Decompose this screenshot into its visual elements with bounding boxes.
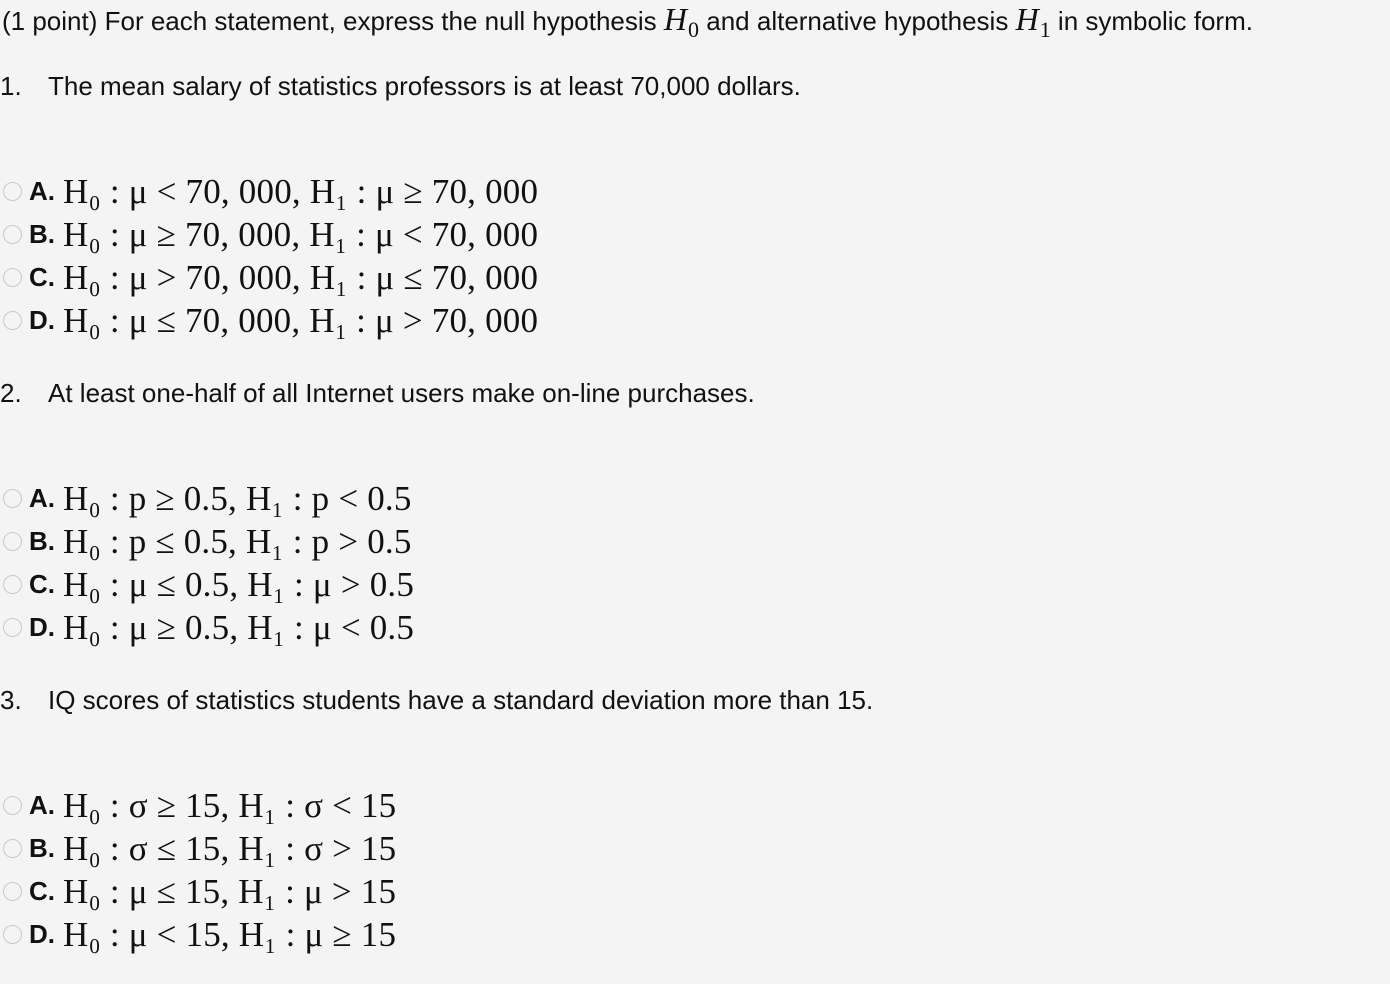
- option-formula: H₀ : σ ≥ 15, H₁ : σ < 15: [63, 785, 397, 825]
- radio-button[interactable]: [3, 532, 22, 551]
- radio-button[interactable]: [3, 182, 22, 201]
- option-2c[interactable]: [0, 563, 414, 606]
- radio-button[interactable]: [3, 311, 22, 330]
- option-letter: D.: [29, 305, 55, 335]
- option-formula: H₀ : μ ≥ 0.5, H₁ : μ < 0.5: [63, 607, 415, 647]
- question-text: At least one-half of all Internet users make on-line purchases.: [48, 378, 755, 408]
- option-letter: D.: [29, 919, 55, 949]
- option-1a[interactable]: [0, 170, 538, 213]
- option-1c[interactable]: [0, 256, 538, 299]
- radio-button[interactable]: [3, 489, 22, 508]
- option-3b[interactable]: [0, 827, 396, 870]
- question-number: 2.: [0, 378, 22, 408]
- radio-button[interactable]: [3, 839, 22, 858]
- question-2: [0, 378, 755, 408]
- option-formula: H₀ : p ≤ 0.5, H₁ : p > 0.5: [63, 521, 412, 561]
- option-2d[interactable]: [0, 606, 414, 649]
- option-3a[interactable]: [0, 784, 396, 827]
- option-letter: B.: [29, 219, 55, 249]
- option-letter: D.: [29, 612, 55, 642]
- option-letter: A.: [29, 176, 55, 206]
- question-text: IQ scores of statistics students have a standard deviation more than 15.: [48, 685, 874, 715]
- option-formula: H₀ : μ < 15, H₁ : μ ≥ 15: [63, 914, 397, 954]
- options-question-3: [0, 784, 396, 956]
- option-letter: A.: [29, 790, 55, 820]
- h1-symbol: $H_1$: [1015, 1, 1051, 42]
- option-letter: C.: [29, 876, 55, 906]
- option-letter: C.: [29, 262, 55, 292]
- option-3c[interactable]: [0, 870, 396, 913]
- option-3d[interactable]: [0, 913, 396, 956]
- option-formula: H₀ : σ ≤ 15, H₁ : σ > 15: [63, 828, 397, 868]
- option-formula: H₀ : μ ≤ 70, 000, H₁ : μ > 70, 000: [63, 300, 539, 340]
- option-formula: H₀ : μ > 70, 000, H₁ : μ ≤ 70, 000: [63, 257, 539, 297]
- header-suffix: in symbolic form.: [1057, 6, 1253, 36]
- question-text: The mean salary of statistics professors is at least 70,000 dollars.: [48, 71, 801, 101]
- question-3: [0, 685, 873, 715]
- radio-button[interactable]: [3, 575, 22, 594]
- option-1b[interactable]: [0, 213, 538, 256]
- options-question-2: [0, 477, 414, 649]
- radio-button[interactable]: [3, 925, 22, 944]
- radio-button[interactable]: [3, 225, 22, 244]
- question-1: [0, 71, 801, 101]
- option-1d[interactable]: [0, 299, 538, 342]
- option-formula: H₀ : μ ≤ 15, H₁ : μ > 15: [63, 871, 397, 911]
- header-middle: and alternative hypothesis: [706, 6, 1009, 36]
- options-question-1: [0, 170, 538, 342]
- problem-header: [2, 1, 1253, 42]
- option-formula: H₀ : μ ≥ 70, 000, H₁ : μ < 70, 000: [63, 214, 539, 254]
- radio-button[interactable]: [3, 796, 22, 815]
- option-formula: H₀ : μ < 70, 000, H₁ : μ ≥ 70, 000: [63, 171, 539, 211]
- option-formula: H₀ : μ ≤ 0.5, H₁ : μ > 0.5: [63, 564, 415, 604]
- question-number: 1.: [0, 71, 22, 101]
- radio-button[interactable]: [3, 882, 22, 901]
- option-2b[interactable]: [0, 520, 414, 563]
- question-number: 3.: [0, 685, 22, 715]
- option-2a[interactable]: [0, 477, 414, 520]
- option-letter: C.: [29, 569, 55, 599]
- radio-button[interactable]: [3, 268, 22, 287]
- option-letter: B.: [29, 833, 55, 863]
- option-formula: H₀ : p ≥ 0.5, H₁ : p < 0.5: [63, 478, 412, 518]
- header-prefix: (1 point) For each statement, express the null hypothesis: [2, 6, 657, 36]
- option-letter: B.: [29, 526, 55, 556]
- option-letter: A.: [29, 483, 55, 513]
- radio-button[interactable]: [3, 618, 22, 637]
- h0-symbol: $H_0$: [663, 1, 700, 42]
